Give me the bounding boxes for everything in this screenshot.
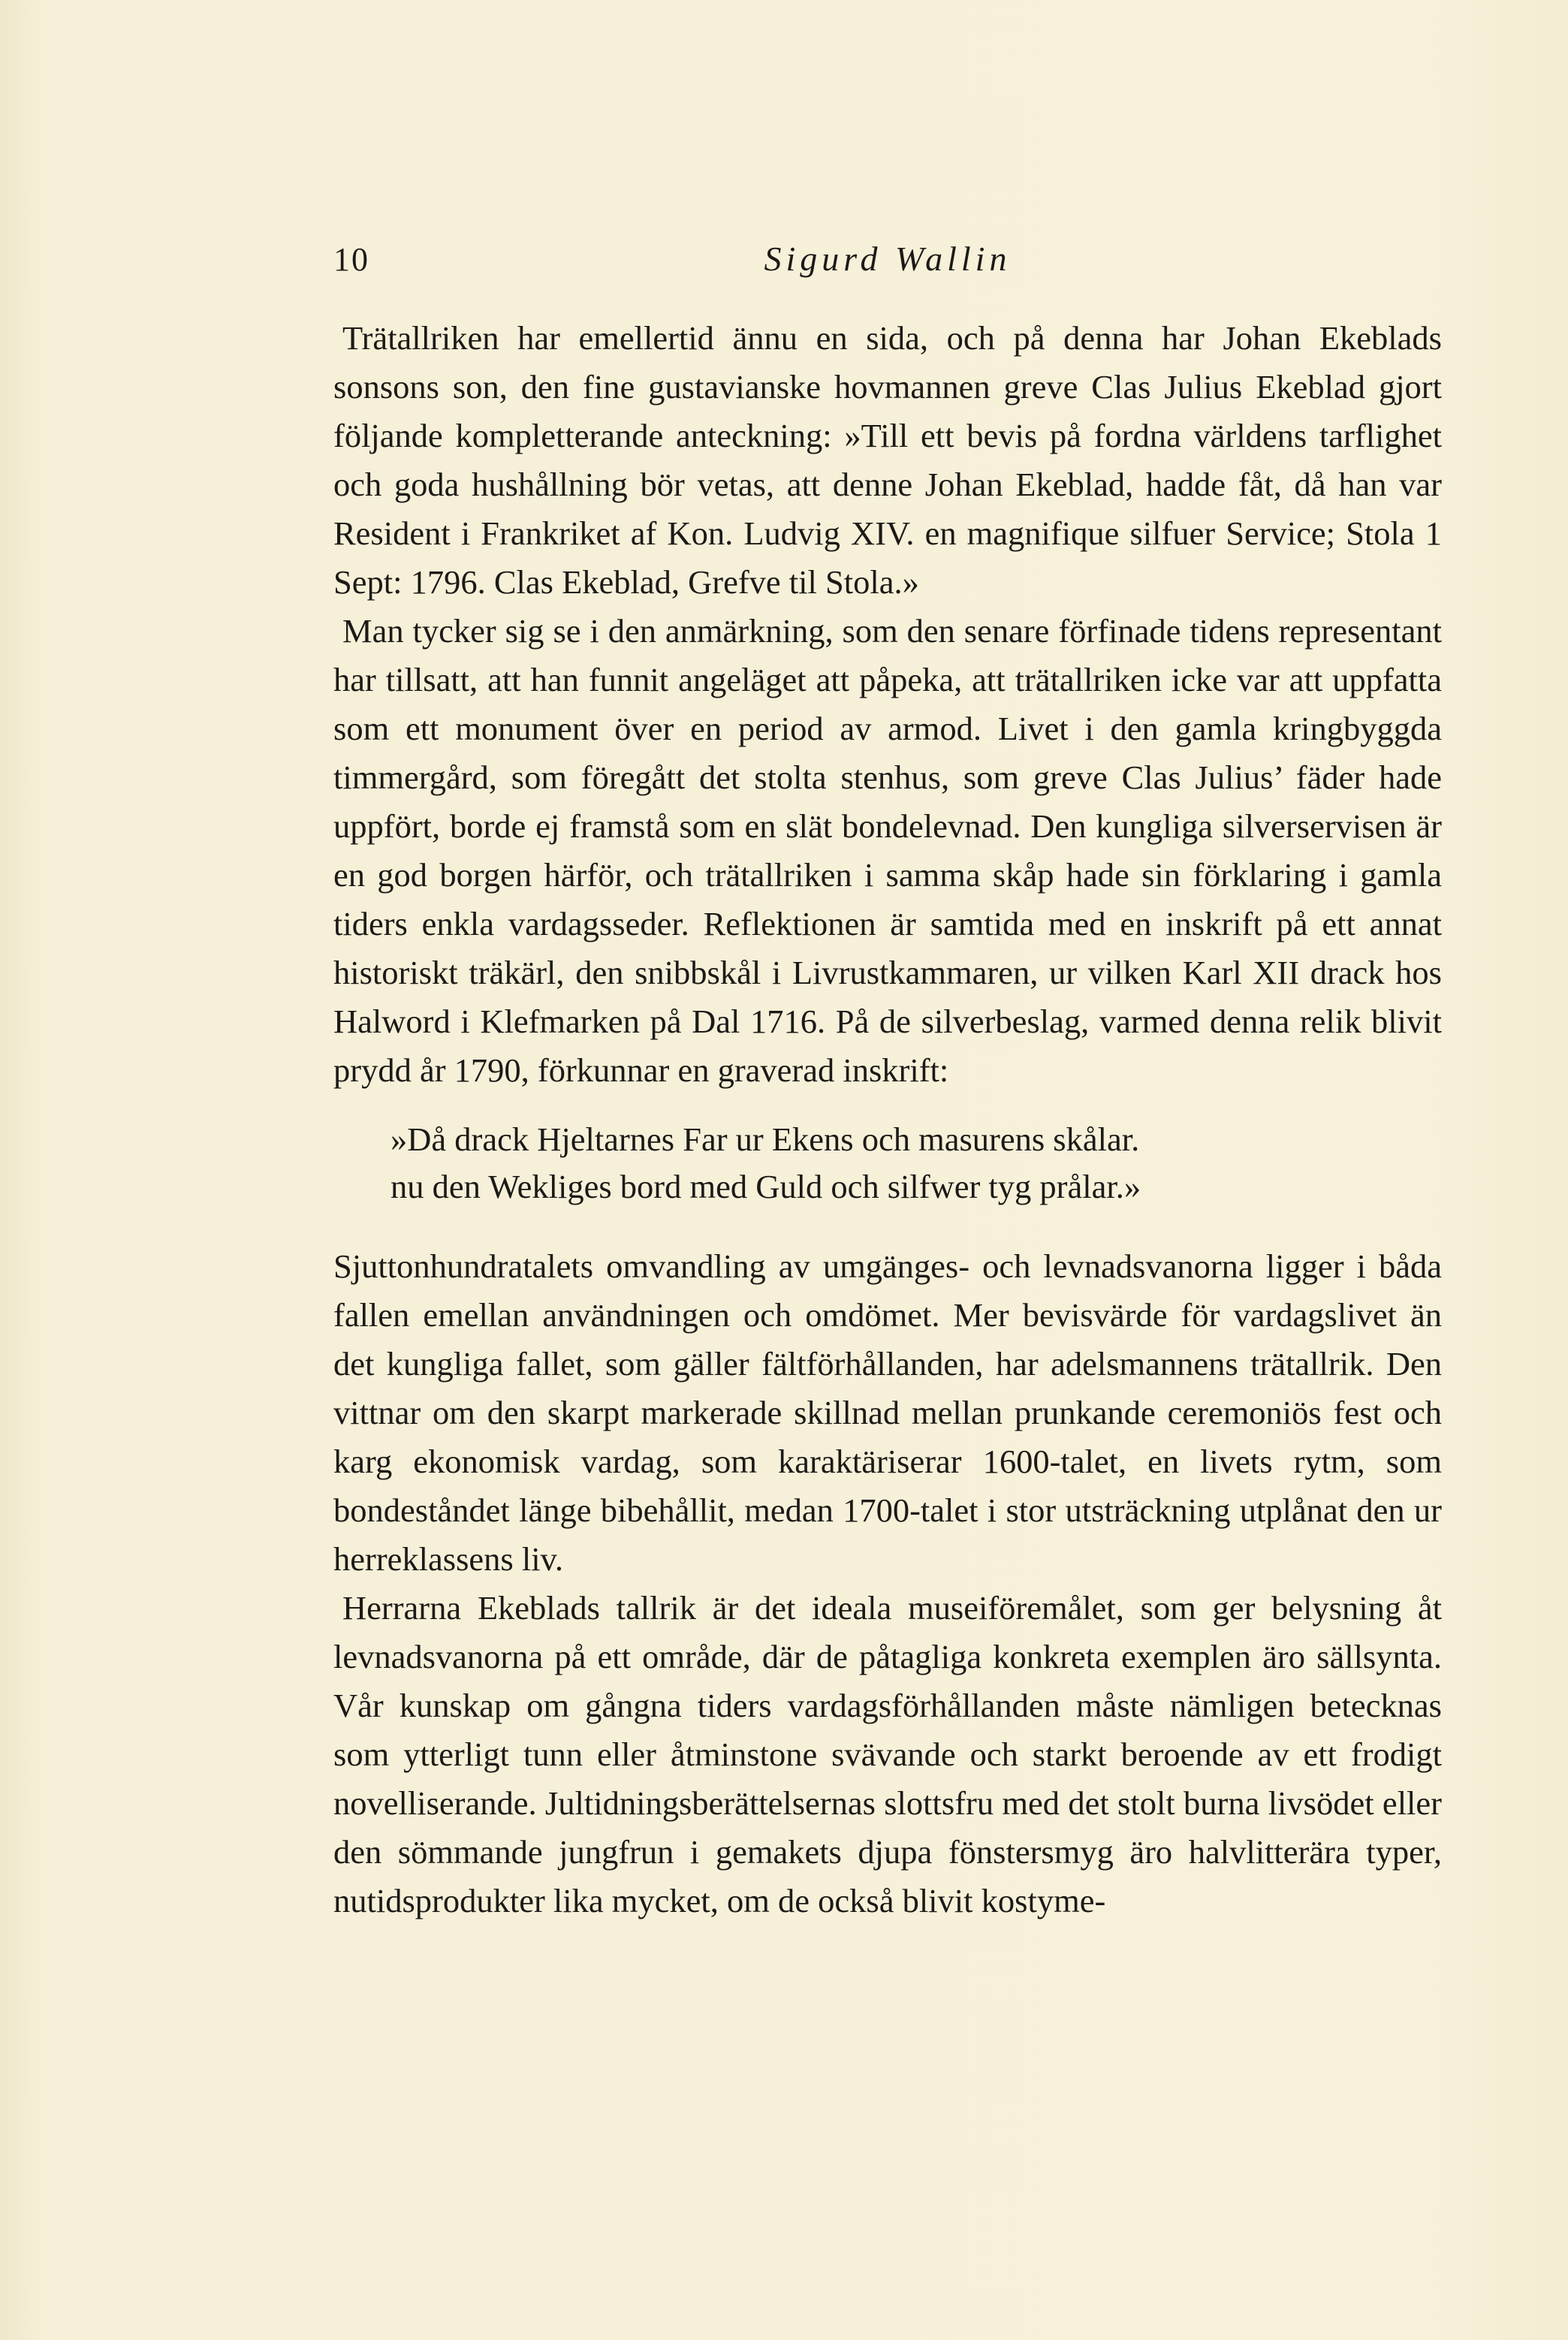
paragraph-3: Sjuttonhundratalets omvandling av umgänges- och levnadsvanorna ligger i båda fallen emellan användningen och omdömet. Mer bevisvärde för vardagslivet än det kungliga fallet, som gäller fältförhållanden, har adelsmannens trätallrik. Den vittnar om den skarpt markerade skillnad mellan prunkande ceremoniös fest och karg ekonomisk vardag, som karaktäriserar 1600-talet, en livets rytm, som bondeståndet länge bibehållit, medan 1700-talet i stor utsträckning utplånat den ur herreklassens liv. — [333, 1247, 1442, 1578]
paragraph-4: Herrarna Ekeblads tallrik är det ideala museiföremålet, som ger belysning åt levnadsvanorna på ett område, där de påtagliga konkreta exemplen äro sällsynta. Vår kunskap om gångna tiders vardagsförhållanden måste nämligen betecknas som ytterligt tunn eller åtminstone svävande och starkt beroende av ett frodigt novelliserande. Jultidningsberättelsernas slottsfru med det stolt burna livsödet eller den sömmande jungfrun i gemakets djupa fönstersmyg äro halvlitterära typer, nutidsprodukter lika mycket, om de också blivit kostyme- — [333, 1589, 1442, 1919]
paragraph-1: Trätallriken har emellertid ännu en sida, och på denna har Johan Ekeblads sonsons son, den fine gustavianske hovmannen greve Clas Julius Ekeblad gjort följande kompletterande anteckning: »Till ett bevis på fordna världens tarflighet och goda hushållning bör vetas, att denne Johan Ekeblad, hadde fåt, då han var Resident i Frankriket af Kon. Ludvig XIV. en magnifique silfuer Service; Stola 1 Sept: 1796. Clas Ekeblad, Grefve til Stola.» — [333, 319, 1442, 601]
running-head — [333, 240, 1442, 285]
paragraph-2: Man tycker sig se i den anmärkning, som den senare förfinade tidens representant har tillsatt, att han funnit angeläget att påpeka, att trätallriken icke var att uppfatta som ett monument över en period av armod. Livet i den gamla kringbyggda timmergård, som föregått det stolta stenhus, som greve Clas Julius’ fäder hade uppfört, borde ej framstå som en slät bondelevnad. Den kungliga silverservisen är en god borgen härför, och trätallriken i samma skåp hade sin förklaring i gamla tiders enkla vardagsseder. Reflektionen är samtida med en inskrift på ett annat historiskt träkärl, den snibbskål i Livrustkammaren, ur vilken Karl XII drack hos Halword i Klefmarken på Dal 1716. På de silverbeslag, varmed denna relik blivit prydd år 1790, förkunnar en graverad inskrift: — [333, 612, 1442, 1089]
quote-line-1: »Då drack Hjeltarnes Far ur Ekens och masurens skålar. — [390, 1120, 1140, 1158]
running-head-author: Sigurd Wallin — [764, 240, 1012, 278]
text-block — [333, 240, 1442, 1925]
inscription-quote — [390, 1116, 1442, 1211]
quote-line-2: nu den Wekliges bord med Guld och silfwer tyg prålar.» — [390, 1168, 1141, 1205]
page-number: 10 — [333, 241, 369, 278]
